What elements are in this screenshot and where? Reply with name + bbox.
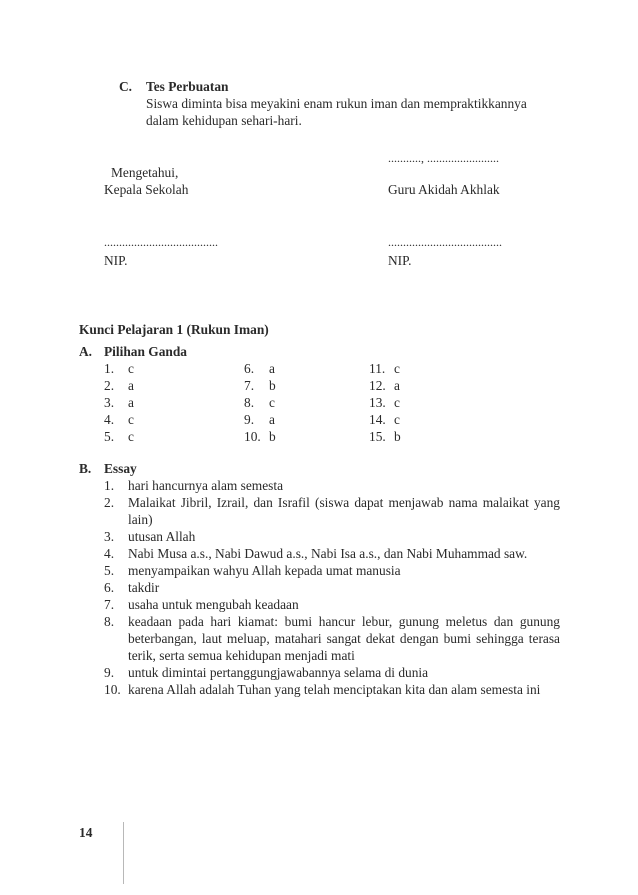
answer-item [104, 411, 164, 428]
essay-text: Malaikat Jibril, Izrail, dan Israfil (siswa dapat menjawab nama malaikat yang lain) [128, 495, 560, 527]
essay-number: 9. [104, 665, 115, 680]
essay-number: 2. [104, 495, 115, 510]
answer-value: a [128, 378, 134, 393]
essay-text: keadaan pada hari kiamat: bumi hancur lebur, gunung meletus dan gunung beterbangan, laut meluap, matahari sangat dekat dengan bumi sehingga terasa terik, serta semua kehidupan menjadi mati [128, 614, 560, 663]
essay-item [104, 494, 560, 528]
answer-value: a [128, 395, 134, 410]
essay-item [104, 579, 560, 596]
essay-number: 1. [104, 478, 115, 493]
essay-item [104, 545, 560, 562]
answer-item [104, 377, 164, 394]
answer-item [244, 360, 304, 377]
answer-value: a [269, 412, 275, 427]
section-a-title: Pilihan Ganda [104, 344, 187, 359]
right-signature-dots: ...................................... [388, 235, 502, 249]
answer-item [369, 428, 429, 445]
answer-item [244, 428, 304, 445]
answer-number: 1. [104, 361, 115, 376]
answer-number: 8. [244, 395, 255, 410]
essay-text: takdir [128, 580, 160, 595]
essay-text: menyampaikan wahyu Allah kepada umat manusia [128, 563, 401, 578]
answer-number: 13. [369, 395, 386, 410]
kunci-heading: Kunci Pelajaran 1 (Rukun Iman) [79, 322, 269, 337]
answer-item [369, 411, 429, 428]
mengetahui-label: Mengetahui, [111, 165, 179, 180]
place-date-line: ..........., ........................ [388, 151, 499, 165]
answer-number: 5. [104, 429, 115, 444]
answer-number: 15. [369, 429, 386, 444]
essay-text: karena Allah adalah Tuhan yang telah menciptakan kita dan alam semesta ini [128, 682, 541, 697]
answer-number: 4. [104, 412, 115, 427]
answer-item [244, 377, 304, 394]
answer-column-3 [369, 360, 429, 445]
answer-item [369, 394, 429, 411]
answer-number: 9. [244, 412, 255, 427]
answer-number: 2. [104, 378, 115, 393]
footer-divider [123, 822, 124, 884]
answer-number: 12. [369, 378, 386, 393]
section-c-line-1: Siswa diminta bisa meyakini enam rukun iman dan mempraktikkannya [146, 96, 527, 111]
answer-value: c [128, 429, 134, 444]
answer-number: 10. [244, 429, 261, 444]
section-b-title: Essay [104, 461, 137, 476]
essay-number: 8. [104, 614, 115, 629]
essay-number: 3. [104, 529, 115, 544]
essay-item [104, 528, 560, 545]
essay-item [104, 596, 560, 613]
answer-value: c [394, 395, 400, 410]
answer-number: 7. [244, 378, 255, 393]
answer-item [369, 360, 429, 377]
section-c-line-2: dalam kehidupan sehari-hari. [146, 113, 302, 128]
answer-value: c [394, 412, 400, 427]
essay-number: 4. [104, 546, 115, 561]
answer-value: b [269, 429, 276, 444]
answer-item [104, 428, 164, 445]
answer-value: b [269, 378, 276, 393]
essay-item [104, 681, 560, 698]
guru-label: Guru Akidah Akhlak [388, 182, 500, 197]
answer-item [244, 394, 304, 411]
answer-number: 11. [369, 361, 386, 376]
essay-text: usaha untuk mengubah keadaan [128, 597, 299, 612]
left-nip-label: NIP. [104, 253, 128, 268]
essay-text: untuk dimintai pertanggungjawabannya selama di dunia [128, 665, 429, 680]
answer-value: b [394, 429, 401, 444]
essay-text: Nabi Musa a.s., Nabi Dawud a.s., Nabi Isa a.s., dan Nabi Muhammad saw. [128, 546, 528, 561]
answer-item [369, 377, 429, 394]
essay-item [104, 664, 560, 681]
right-nip-label: NIP. [388, 253, 412, 268]
answer-number: 14. [369, 412, 386, 427]
essay-text: utusan Allah [128, 529, 196, 544]
essay-number: 5. [104, 563, 115, 578]
section-c-letter: C. [119, 79, 133, 94]
section-a-letter: A. [79, 344, 93, 359]
answer-value: c [128, 412, 134, 427]
answer-value: c [269, 395, 275, 410]
answer-value: c [394, 361, 400, 376]
essay-number: 10. [104, 682, 121, 697]
section-b-letter: B. [79, 461, 92, 476]
answer-item [104, 394, 164, 411]
answer-column-2 [244, 360, 304, 445]
answer-value: a [394, 378, 400, 393]
answer-column-1 [104, 360, 164, 445]
section-c-title: Tes Perbuatan [146, 79, 229, 94]
left-signature-dots: ...................................... [104, 235, 218, 249]
essay-item [104, 562, 560, 579]
answer-number: 6. [244, 361, 255, 376]
essay-list [104, 477, 560, 698]
essay-item [104, 477, 560, 494]
essay-item [104, 613, 560, 664]
essay-number: 7. [104, 597, 115, 612]
kepala-sekolah-label: Kepala Sekolah [104, 182, 189, 197]
essay-number: 6. [104, 580, 115, 595]
answer-value: a [269, 361, 275, 376]
answer-value: c [128, 361, 134, 376]
answer-number: 3. [104, 395, 115, 410]
page-number: 14 [79, 825, 93, 840]
answer-item [104, 360, 164, 377]
answer-item [244, 411, 304, 428]
essay-text: hari hancurnya alam semesta [128, 478, 284, 493]
